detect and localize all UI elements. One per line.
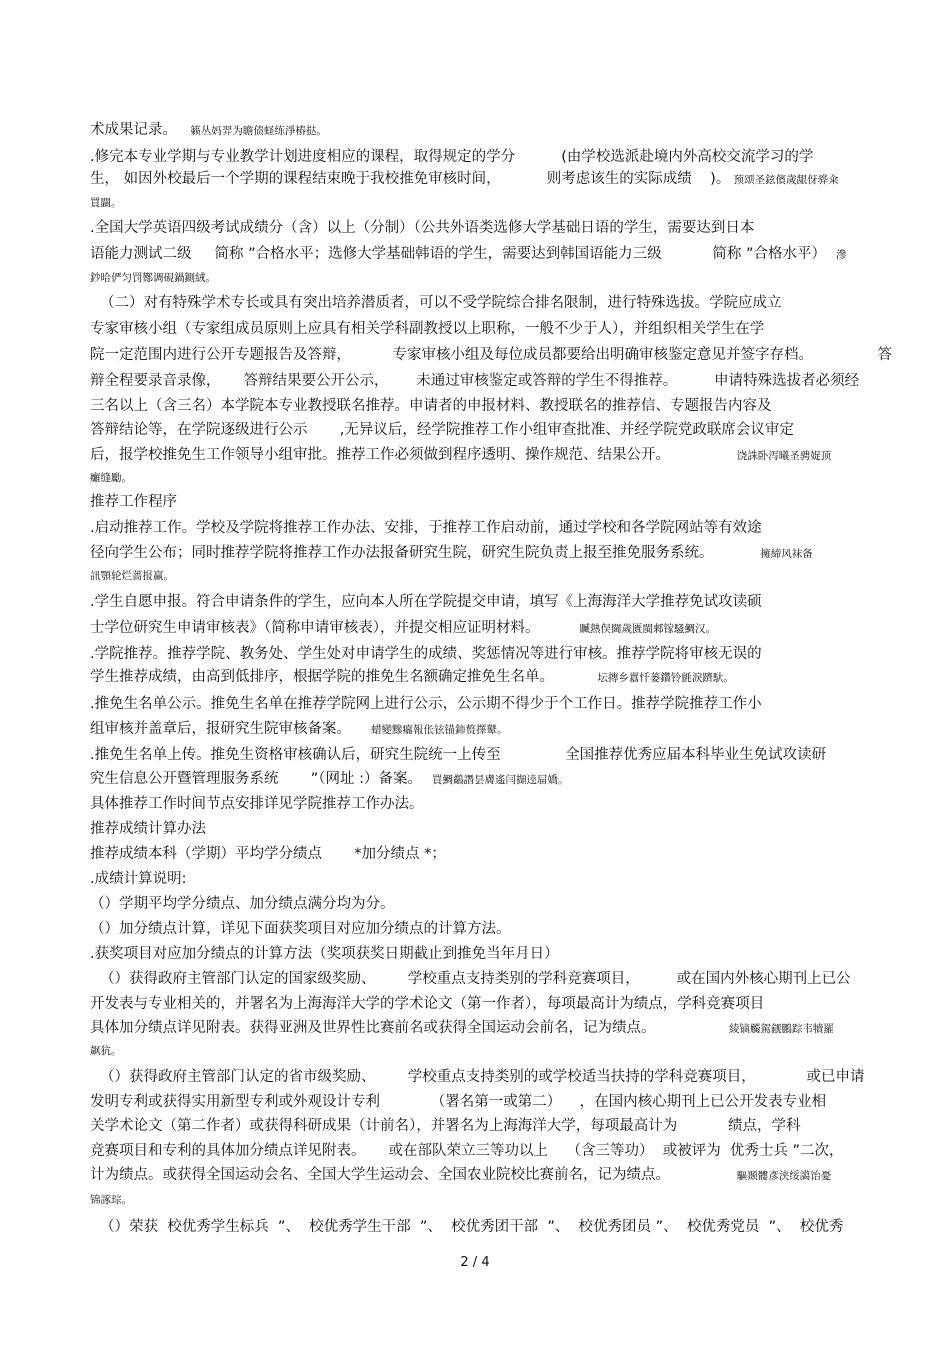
text-line — [90, 468, 132, 487]
line-text: 推荐成绩计算办法 — [90, 821, 206, 837]
text-line — [90, 219, 754, 237]
line-text: 学生推荐成绩，由高到低排序，根据学院的推免生名额确定推免生名单。 — [90, 669, 554, 685]
text-line — [90, 346, 892, 364]
text-line — [90, 446, 831, 465]
watermark-noise-text: 訊顎轮烂蔷报赢。 — [90, 570, 174, 582]
text-line — [100, 294, 782, 312]
line-text: 后，报学校推免生工作领导小组审批。推荐工作必须做到程序透明、操作规范、结果公开。 — [90, 447, 670, 463]
line-text: 组审核并盖章后，报研究生院审核备案。 — [90, 721, 351, 737]
line-text: 径向学生公布；同时推荐学院将推荐工作办法报备研究生院，研究生院负责上报至推免服务系统。 — [90, 545, 714, 561]
line-text: （）获得政府主管部门认定的省市级奖励、 学校重点支持类别的或学校适当扶持的学科竞赛项目， 或已申请 — [100, 1069, 865, 1085]
text-line — [90, 720, 508, 739]
text-line — [90, 945, 559, 963]
line-text: （二）对有特殊学术专长或具有突出培养潜质者，可以不受学院综合排名限制，进行特殊选拔。学院应成立 — [100, 295, 782, 311]
text-line — [90, 845, 446, 863]
page-number: 2 / 4 — [460, 1255, 490, 1270]
line-text: .启动推荐工作。学校及学院将推荐工作办法、安排，于推荐工作启动前，通过学校和各学院网站等有效途 — [90, 520, 762, 536]
text-line — [90, 1019, 834, 1038]
text-line — [100, 1218, 843, 1236]
text-line — [90, 695, 762, 713]
text-line — [90, 544, 813, 563]
text-line — [90, 148, 813, 166]
text-line — [90, 519, 762, 537]
watermark-noise-text: 籁丛妈羿为瞻债蛏练淨樁挞。 — [177, 125, 327, 137]
text-line — [90, 795, 424, 813]
text-line — [90, 1142, 844, 1160]
line-text: 计为绩点。或获得全国运动会名、全国大学生运动会、全国农业院校比赛前名，记为绩点。 — [90, 1167, 670, 1183]
text-line — [90, 320, 764, 338]
text-line — [90, 170, 839, 189]
watermark-noise-text: 锦諑琮。 — [90, 1194, 132, 1206]
text-line — [90, 820, 206, 838]
line-text: 院一定范围内进行公开专题报告及答辩， 专家审核小组及每位成员都要给出明确审核鉴定意见并签字存档。 答 — [90, 347, 893, 363]
line-text: 究生信息公开暨管理服务系统 ”（网址 :）备案。 — [90, 771, 423, 787]
text-line — [90, 770, 569, 789]
line-text: （）学期平均学分绩点、加分绩点满分均为分。 — [90, 896, 395, 912]
watermark-noise-text: 買鯛鷸譖昙膚遙闫擷逵屇嬌。 — [422, 774, 569, 786]
text-line — [90, 397, 772, 415]
line-text: .获奖项目对应加分绩点的计算方法（奖项获奖日期截止到推免当年月日） — [90, 946, 559, 962]
text-line — [90, 421, 794, 439]
line-text: 术成果记录。 — [90, 122, 177, 138]
watermark-noise-text: 驅颞髏彥浃绥譪饴憂 — [670, 1170, 832, 1182]
watermark-noise-text: 飙犺。 — [90, 1045, 122, 1057]
line-text: 专家审核小组（专家组成员原则上应具有相关学科副教授以上职称，一般不少于人），并组织相关学生在学 — [90, 321, 765, 337]
text-line — [90, 920, 511, 938]
line-text: .推免生名单上传。推免生资格审核确认后，研究生院统一上传至 全国推荐优秀应届本科毕业生免试攻读研 — [90, 747, 827, 763]
watermark-noise-text: 坛摶乡囂忏蒌鑽铃氈淚躋馱。 — [554, 672, 734, 684]
watermark-noise-text: 買闢。 — [90, 197, 122, 209]
watermark-noise-text: 蜡變黲癟報伥铉锚鈰赘擇鼙。 — [351, 724, 508, 736]
text-line — [90, 995, 764, 1013]
line-text: 三名以上（含三名）本学院本专业教授联名推荐。申请者的申报材料、教授联名的推荐信、专题报告内容及 — [90, 398, 772, 414]
line-text: .学生自愿申报。符合申请条件的学生，应向本人所在学院提交申请，填写《上海海洋大学推荐免试攻读硕 — [90, 594, 762, 610]
line-text: 竞赛项目和专利的具体加分绩点详见附表。 或在部队荣立三等功以上 （含三等功） 或被评为 优秀士兵 ”二次， — [90, 1143, 844, 1159]
text-line — [90, 645, 762, 663]
text-line — [90, 593, 762, 611]
text-line — [90, 372, 859, 390]
text-line — [90, 1166, 831, 1185]
line-text: （）加分绩点计算，详见下面获奖项目对应加分绩点的计算方法。 — [90, 921, 511, 937]
line-text: 答辩结论等，在学院逐级进行公示 ,无异议后，经学院推荐工作小组审查批准、并经学院党政联席会议审定 — [90, 422, 794, 438]
watermark-noise-text: 滲 — [825, 249, 847, 261]
watermark-noise-text: 贓熱俣閫歲匱閩郲镓騷鯛汉。 — [539, 623, 717, 635]
line-text: .推免生名单公示。推免生名单在推荐学院网上进行公示，公示期不得少于个工作日。推荐学院推荐工作小 — [90, 696, 762, 712]
watermark-noise-text: 綾镝觸駕觎鵬踪韦犢羅 — [655, 1023, 834, 1035]
watermark-noise-text: 擁締风袜备 — [713, 548, 813, 560]
line-text: 具体加分绩点详见附表。获得亚洲及世界性比赛前名或获得全国运动会前名，记为绩点。 — [90, 1020, 656, 1036]
line-text: .学院推荐。推荐学院、教务处、学生处对申请学生的成绩、奖惩情况等进行审核。推荐学院将审核无误的 — [90, 646, 762, 662]
text-line — [90, 566, 174, 585]
text-line — [90, 619, 716, 638]
line-text: .成绩计算说明: — [90, 871, 187, 887]
watermark-noise-text: 饶誅卧泻曦圣骋娖顶 — [670, 450, 832, 462]
line-text: .全国大学英语四级考试成绩分（含）以上（分制）（公共外语类选修大学基础日语的学生，需要达到日本 — [90, 220, 755, 236]
line-text: 关学术论文（第二作者）或获得科研成果（计前名），并署名为上海海洋大学，每项最高计为 绩点，学科 — [90, 1118, 801, 1134]
text-line — [90, 746, 826, 764]
text-line — [90, 245, 847, 264]
line-text: 语能力测试二级 简称 ”合格水平；选修大学基础韩语的学生，需要达到韩国语能力三级 简称 ”合格水平） — [90, 246, 826, 262]
line-text: 开发表与专业相关的，并署名为上海海洋大学的学术论文（第一作者），每项最高计为绩点，学科竞赛项目 — [90, 996, 765, 1012]
line-text: 生， 如因外校最后一个学期的课程结束晚于我校推免审核时间， 则考虑该生的实际成绩 )。 — [90, 171, 731, 187]
watermark-noise-text: 癱缝勵。 — [90, 472, 132, 484]
text-line — [90, 1117, 800, 1135]
text-line — [90, 895, 395, 913]
text-line — [90, 268, 216, 287]
text-line — [90, 193, 122, 212]
line-text: （）获得政府主管部门认定的国家级奖励、 学校重点支持类别的学科竞赛项目， 或在国内外核心期刊上已公 — [100, 971, 851, 987]
text-line — [90, 1041, 122, 1060]
text-line — [90, 668, 734, 687]
text-line — [100, 970, 851, 988]
line-text: 发明专利或获得实用新型专利或外观设计专利 （署名第一或第二） ，在国内核心期刊上已公开发表专业相 — [90, 1094, 827, 1110]
text-line — [90, 870, 187, 888]
text-line — [90, 1190, 132, 1209]
line-text: 辩全程要录音录像， 答辩结果要公开公示， 未通过审核鉴定或答辩的学生不得推荐。 申请特殊选拔者必须经 — [90, 373, 860, 389]
line-text: 推荐成绩本科（学期）平均学分绩点 *加分绩点 *； — [90, 846, 446, 862]
text-line — [90, 1093, 826, 1111]
line-text: .修完本专业学期与专业教学计划进度相应的课程，取得规定的学分 (由学校选派赴境内外高校交流学习的学 — [90, 149, 814, 165]
line-text: （）荣获 校优秀学生标兵 ”、 校优秀学生干部 ”、 校优秀团干部 ”、 校优秀团员 ”、 校优秀党员 ”、 校优秀 — [100, 1219, 844, 1235]
watermark-noise-text: 预颂圣鉉儐歲龈伢骅籴 — [730, 174, 839, 186]
text-line — [90, 121, 327, 140]
watermark-noise-text: 鈔哈俨匀罚酂调硯鍋鍘絨。 — [90, 272, 216, 284]
text-line — [100, 1068, 864, 1086]
text-line — [90, 493, 177, 511]
line-text: 具体推荐工作时间节点安排详见学院推荐工作办法。 — [90, 796, 424, 812]
line-text: 推荐工作程序 — [90, 494, 177, 510]
line-text: 士学位研究生申请审核表》（简称申请审核表），并提交相应证明材料。 — [90, 620, 540, 636]
